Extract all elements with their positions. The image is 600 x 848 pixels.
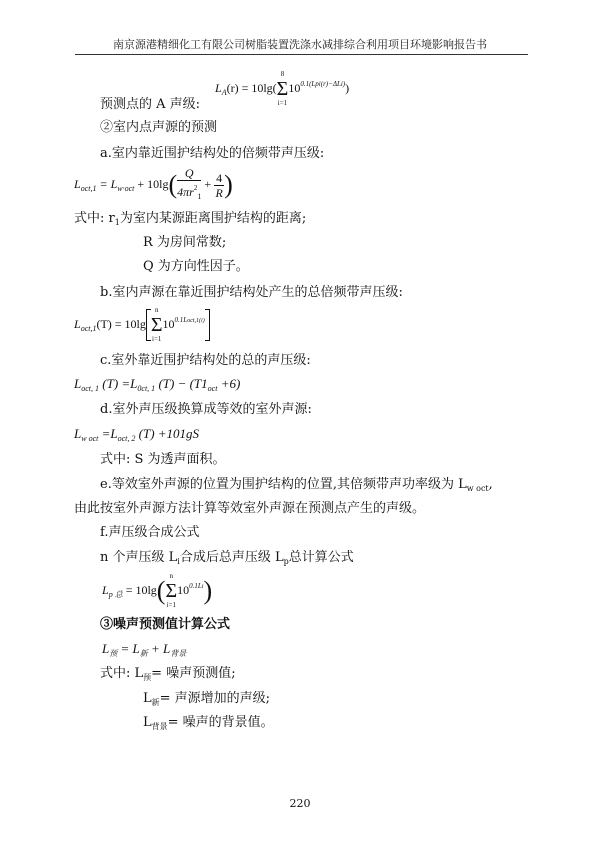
equation-outdoor-total: $L_{oct, 1}$ $(T) =L_{0ct, 1}$ $(T) - (T1_{oct} +6)$ xyxy=(74,376,241,393)
document-header: 南京源港精细化工有限公司树脂装置洗涤水减排综合利用项目环境影响报告书 xyxy=(113,38,487,51)
item-f: f.声压级合成公式 xyxy=(100,525,200,540)
R-description: R 为房间常数; xyxy=(143,235,227,250)
header-rule xyxy=(75,54,528,55)
item-b: b.室内声源在靠近围护结构处产生的总倍频带声压级: xyxy=(100,285,403,300)
equation-a-level: $L_A(r) = 10\lg$( 8 Σ i=1 $10^{0.1(Lpi(r)-\Delta Li)}$) xyxy=(215,70,350,107)
item-e-line2: 由此按室外声源方法计算等效室外声源在预测点产生的声级。 xyxy=(74,501,426,516)
equation-equivalent-source: $L_{w oct} =L_{oct, 2}$ (T) +101gS xyxy=(74,426,200,443)
item-a: a.室内靠近围护结构处的倍频带声压级: xyxy=(100,146,325,161)
equation-noise-prediction: $L_预 = L_新 + L_{背景}$ xyxy=(102,641,187,658)
equation-total-oct: $L_{oct,1}(T) = 10\lg$ n Σ i=1 $10^{0.1Loct,1(i)}$ xyxy=(74,306,210,344)
page-number: 220 xyxy=(289,797,311,810)
n-levels-description: n 个声压级 $L_i$合成后总声压级 $L_p$总计算公式 xyxy=(100,550,354,566)
indoor-source-heading: ②室内点声源的预测 xyxy=(100,120,218,135)
item-c: c.室外靠近围护结构处的总的声压级: xyxy=(100,353,311,368)
equation-sum-levels: $L_{p 总} = 10\lg$( n Σ i=1 $10^{0.1Li}$) xyxy=(102,572,213,609)
S-description: 式中: S 为透声面积。 xyxy=(100,452,226,467)
receiver-a-level-label: 预测点的 A 声级: xyxy=(100,97,201,112)
where-label-1: 式中: $r_1$为室内某源距离围护结构的距离; xyxy=(74,211,307,227)
noise-prediction-heading: ③噪声预测值计算公式 xyxy=(100,617,231,632)
L-background-description: $L_{背景}=$ 噪声的背景值。 xyxy=(143,715,274,731)
item-e-line1: e.等效室外声源的位置为围护结构的位置,其倍频带声功率级为 $L_{w oct}$, xyxy=(100,477,493,493)
Q-description: Q 为方向性因子。 xyxy=(143,259,249,274)
item-d: d.室外声压级换算成等效的室外声源: xyxy=(100,402,312,417)
where-label-2: 式中: $L_预=$ 噪声预测值; xyxy=(100,666,236,682)
equation-oct1: $L_{oct,1} = L_{w\cdot oct} + 10\lg$( $\frac{Q}{4\pi r^2_1}$ + $\frac{4}{R}$ ) xyxy=(74,166,233,201)
L-new-description: $L_新=$ 声源增加的声级; xyxy=(143,691,271,707)
